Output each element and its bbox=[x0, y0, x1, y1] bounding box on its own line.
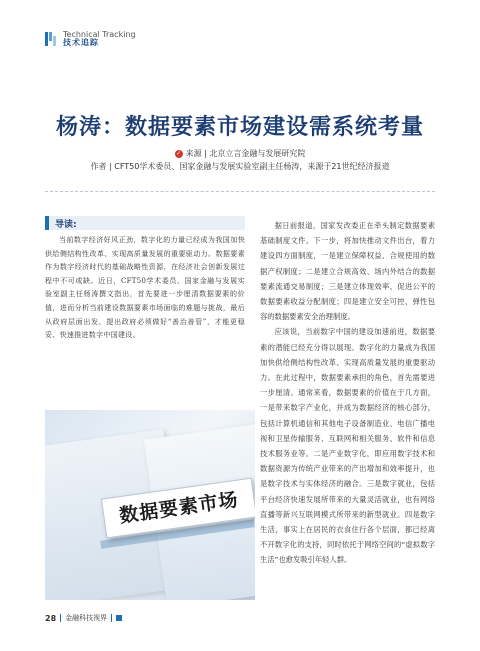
page-number: 28 bbox=[45, 613, 57, 623]
brand-header bbox=[45, 31, 136, 48]
article-photo bbox=[45, 410, 255, 600]
footer-separator bbox=[60, 614, 61, 622]
brand-chinese: 技术追踪 bbox=[63, 38, 99, 48]
article-source bbox=[0, 148, 480, 159]
intro-label: 导读 : bbox=[55, 217, 77, 230]
intro-heading-accent bbox=[45, 216, 49, 230]
intro-heading bbox=[45, 216, 245, 230]
source-icon: ✓ bbox=[176, 149, 182, 157]
body-paragraph-1: 据日前报道，国家发改委正在牵头制定数据要素基础制度文件。下一步，将加快推动文件出台，着力建设四方面制度，一是建立保障权益、合规使用的数据产权制度；二是建立合规高效、场内外结合的数据要素流通交易制度；三是建立体现效率、促进公平的数据要素收益分配制度；四是建立安全可控、弹性包容的数据要素安全治理制度。 bbox=[260, 221, 435, 322]
publication-name: 金融科技视界 bbox=[65, 614, 108, 622]
brand-text bbox=[63, 31, 136, 48]
brand-logo-icon bbox=[45, 32, 59, 46]
brand-english: Technical Tracking bbox=[63, 30, 136, 39]
footer-separator bbox=[111, 614, 112, 622]
article-title: 杨涛：数据要素市场建设需系统考量 bbox=[55, 115, 424, 140]
article-author: 作者 | CFT50学术委员、国家金融与发展实验室副主任杨涛，来源于21世纪经济报道 bbox=[90, 162, 390, 171]
source-text: 来源 | 北京立言金融与发展研究院 bbox=[185, 149, 306, 158]
intro-text: 当前数字经济好风正劲，数字化的力量已经成为我国加快供给侧结构性改革、实现高质量发展的重要驱动力。数据要素作为数字经济时代的基础战略性资源，在经济社会创新发展过程中不可或缺。近日，CFT50学术委员、国家金融与发展实验室副主任杨涛撰文指出，首先要进一步厘清数据要素的价值，进而分析当前建设数据要素市场面临的难题与挑战，最后从政府层面出发，提出政府必须做好“善治善管”，才能更稳妥、快速推进数字中国建设。 bbox=[45, 236, 245, 340]
body-paragraph-2: 应该说，当前数字中国的建设加速前进，数据要素的潜能已经充分得以展现。数字化的力量成为我国加快供给侧结构性改革、实现高质量发展的重要驱动力。在此过程中，数据要素承担的角色，首先需要进一步厘清。通常来看，数据要素的价值在于几方面，一是带来数字产业化，并成为数据经济的核心部分，包括计算机通信和其他电子设备制造业、电信广播电视和卫星传输服务、互联网和相关服务、软件和信息技术服务业等。二是产业数字化，即应用数字技术和数据资源为传统产业带来的产出增加和效率提升，也是数字技术与实体经济的融合。三是数字就业，包括平台经济快速发展所带来的大量灵活就业，也有网络直播等新兴互联网模式所带来的新型就业。四是数字生活，事实上在居民的衣食住行各个层面，都已经离不开数字化的支持，同时依托于网络空间的“虚拟数字生活”也愈发吸引年轻人群。 bbox=[260, 327, 435, 565]
folder-tab-label: 数据要素市场 bbox=[101, 478, 255, 539]
page-footer bbox=[45, 613, 122, 623]
divider bbox=[45, 191, 435, 192]
article-body bbox=[260, 218, 435, 568]
footer-mark-icon bbox=[116, 615, 122, 621]
